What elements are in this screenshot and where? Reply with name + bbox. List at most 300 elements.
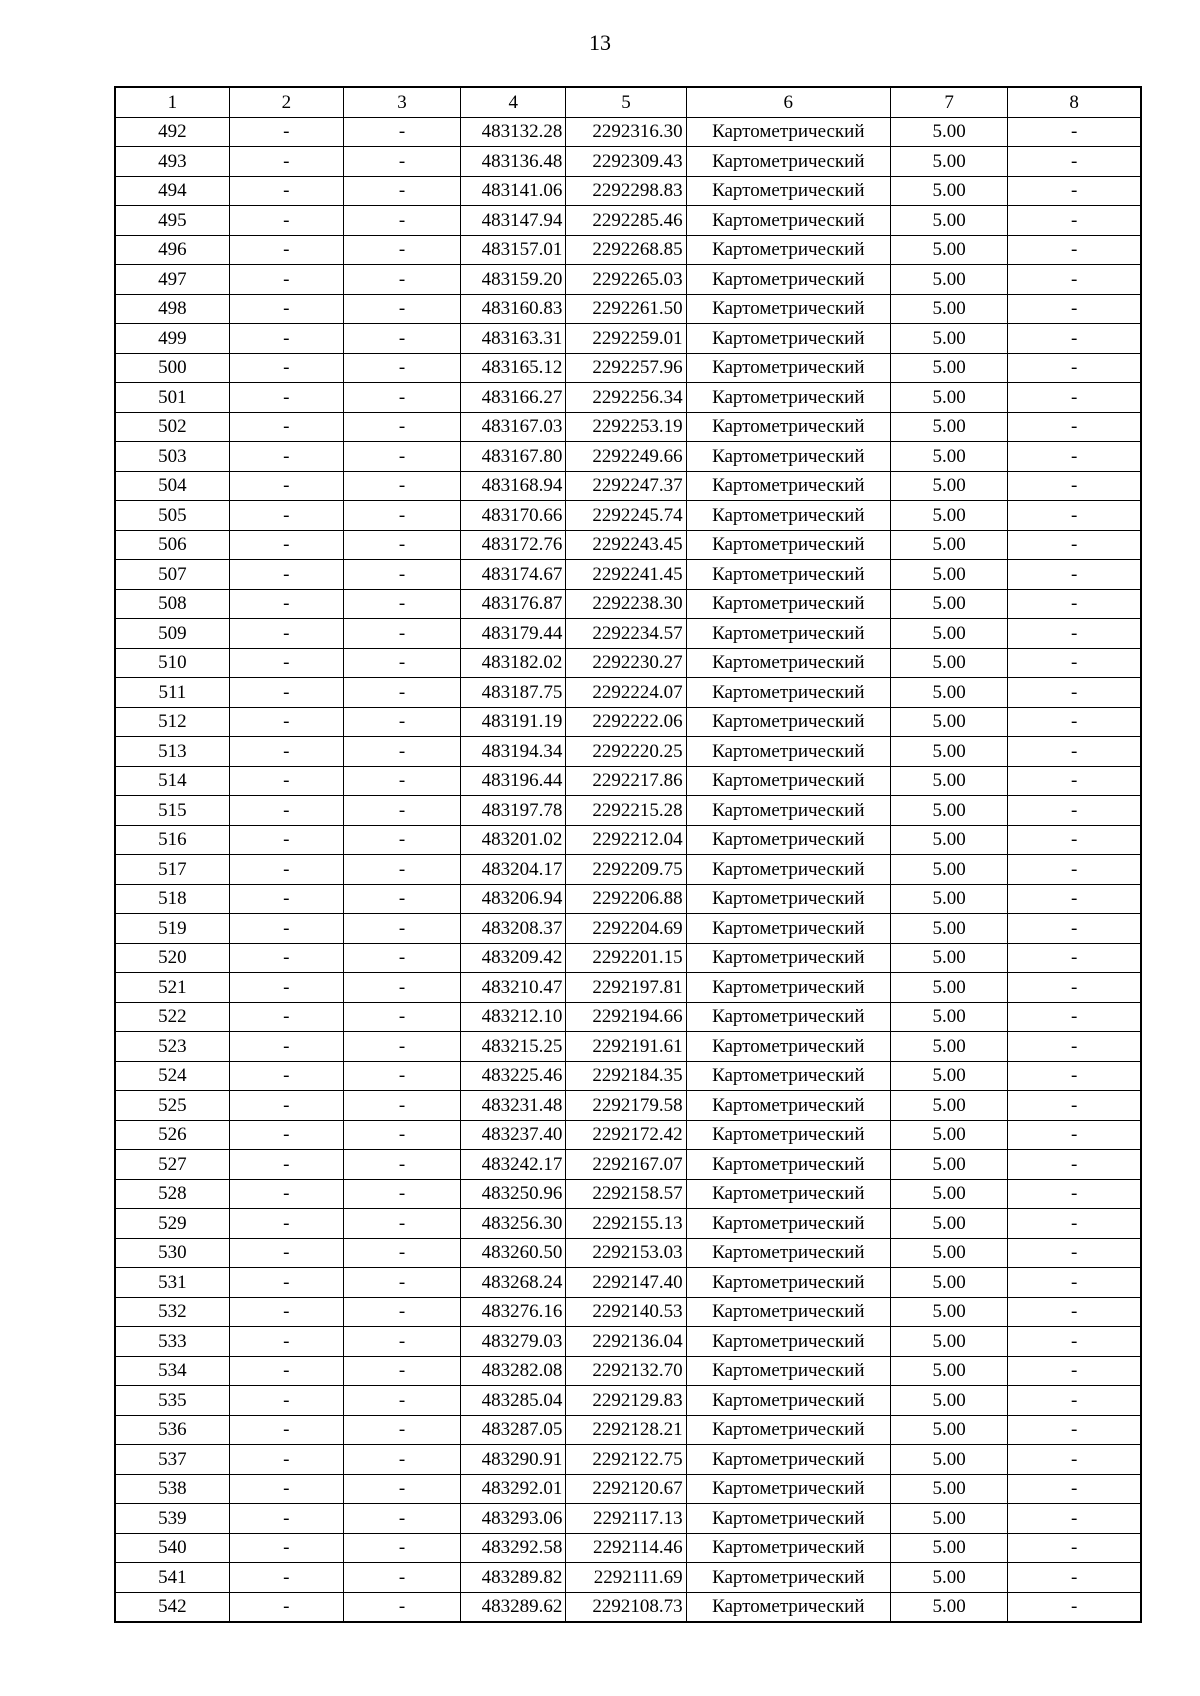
accuracy-cell: 5.00	[890, 1209, 1007, 1239]
accuracy-cell: 5.00	[890, 648, 1007, 678]
col-3-cell-cell: -	[343, 707, 460, 737]
point-number-cell: 513	[115, 737, 229, 767]
col-2-cell-cell: -	[229, 943, 343, 973]
col-3-cell-cell: -	[343, 1238, 460, 1268]
point-number-cell: 500	[115, 353, 229, 383]
y-coordinate-cell: 2292249.66	[566, 442, 686, 472]
col-3-cell-cell: -	[343, 619, 460, 649]
accuracy-cell: 5.00	[890, 1091, 1007, 1121]
col-8-cell-cell: -	[1008, 1268, 1141, 1298]
col-8-cell-cell: -	[1008, 383, 1141, 413]
y-coordinate-cell: 2292259.01	[566, 324, 686, 354]
method-cell: Картометрический	[686, 206, 890, 236]
table-row	[115, 1091, 1141, 1121]
col-8-cell-cell: -	[1008, 796, 1141, 826]
table-row	[115, 1592, 1141, 1622]
table-row	[115, 442, 1141, 472]
accuracy-cell: 5.00	[890, 1415, 1007, 1445]
col-3-cell-cell: -	[343, 1504, 460, 1534]
y-coordinate-cell: 2292136.04	[566, 1327, 686, 1357]
x-coordinate-cell: 483165.12	[461, 353, 566, 383]
column-header-4: 4	[461, 87, 566, 117]
accuracy-cell: 5.00	[890, 1356, 1007, 1386]
col-8-cell-cell: -	[1008, 1474, 1141, 1504]
accuracy-cell: 5.00	[890, 1238, 1007, 1268]
col-8-cell-cell: -	[1008, 1120, 1141, 1150]
method-cell: Картометрический	[686, 353, 890, 383]
col-8-cell-cell: -	[1008, 1238, 1141, 1268]
x-coordinate-cell: 483242.17	[461, 1150, 566, 1180]
col-8-cell-cell: -	[1008, 442, 1141, 472]
col-2-cell-cell: -	[229, 766, 343, 796]
y-coordinate-cell: 2292298.83	[566, 176, 686, 206]
col-2-cell-cell: -	[229, 1592, 343, 1622]
y-coordinate-cell: 2292197.81	[566, 973, 686, 1003]
y-coordinate-cell: 2292212.04	[566, 825, 686, 855]
table-row	[115, 914, 1141, 944]
x-coordinate-cell: 483196.44	[461, 766, 566, 796]
table-row	[115, 206, 1141, 236]
x-coordinate-cell: 483289.82	[461, 1563, 566, 1593]
col-3-cell-cell: -	[343, 737, 460, 767]
accuracy-cell: 5.00	[890, 412, 1007, 442]
col-2-cell-cell: -	[229, 1238, 343, 1268]
method-cell: Картометрический	[686, 412, 890, 442]
method-cell: Картометрический	[686, 324, 890, 354]
col-2-cell-cell: -	[229, 471, 343, 501]
point-number-cell: 520	[115, 943, 229, 973]
col-2-cell-cell: -	[229, 1474, 343, 1504]
table-row	[115, 737, 1141, 767]
table-row	[115, 265, 1141, 295]
col-2-cell-cell: -	[229, 648, 343, 678]
accuracy-cell: 5.00	[890, 1592, 1007, 1622]
col-8-cell-cell: -	[1008, 1327, 1141, 1357]
table-row	[115, 619, 1141, 649]
y-coordinate-cell: 2292243.45	[566, 530, 686, 560]
method-cell: Картометрический	[686, 471, 890, 501]
table-row	[115, 117, 1141, 147]
point-number-cell: 503	[115, 442, 229, 472]
table-row	[115, 176, 1141, 206]
accuracy-cell: 5.00	[890, 471, 1007, 501]
table-row	[115, 1032, 1141, 1062]
x-coordinate-cell: 483287.05	[461, 1415, 566, 1445]
point-number-cell: 506	[115, 530, 229, 560]
col-3-cell-cell: -	[343, 1091, 460, 1121]
y-coordinate-cell: 2292184.35	[566, 1061, 686, 1091]
table-row	[115, 707, 1141, 737]
point-number-cell: 539	[115, 1504, 229, 1534]
col-2-cell-cell: -	[229, 619, 343, 649]
table-row	[115, 412, 1141, 442]
col-8-cell-cell: -	[1008, 412, 1141, 442]
accuracy-cell: 5.00	[890, 1327, 1007, 1357]
table-row	[115, 560, 1141, 590]
accuracy-cell: 5.00	[890, 1504, 1007, 1534]
method-cell: Картометрический	[686, 235, 890, 265]
col-3-cell-cell: -	[343, 383, 460, 413]
point-number-cell: 531	[115, 1268, 229, 1298]
col-3-cell-cell: -	[343, 1297, 460, 1327]
method-cell: Картометрический	[686, 1327, 890, 1357]
accuracy-cell: 5.00	[890, 796, 1007, 826]
method-cell: Картометрический	[686, 1209, 890, 1239]
accuracy-cell: 5.00	[890, 206, 1007, 236]
y-coordinate-cell: 2292209.75	[566, 855, 686, 885]
point-number-cell: 530	[115, 1238, 229, 1268]
col-8-cell-cell: -	[1008, 589, 1141, 619]
accuracy-cell: 5.00	[890, 1297, 1007, 1327]
point-number-cell: 505	[115, 501, 229, 531]
x-coordinate-cell: 483292.01	[461, 1474, 566, 1504]
col-8-cell-cell: -	[1008, 147, 1141, 177]
col-8-cell-cell: -	[1008, 1504, 1141, 1534]
x-coordinate-cell: 483194.34	[461, 737, 566, 767]
point-number-cell: 516	[115, 825, 229, 855]
x-coordinate-cell: 483231.48	[461, 1091, 566, 1121]
x-coordinate-cell: 483147.94	[461, 206, 566, 236]
point-number-cell: 524	[115, 1061, 229, 1091]
x-coordinate-cell: 483166.27	[461, 383, 566, 413]
method-cell: Картометрический	[686, 1356, 890, 1386]
point-number-cell: 538	[115, 1474, 229, 1504]
col-2-cell-cell: -	[229, 1150, 343, 1180]
col-2-cell-cell: -	[229, 383, 343, 413]
accuracy-cell: 5.00	[890, 1268, 1007, 1298]
column-header-1: 1	[115, 87, 229, 117]
point-number-cell: 540	[115, 1533, 229, 1563]
accuracy-cell: 5.00	[890, 324, 1007, 354]
x-coordinate-cell: 483168.94	[461, 471, 566, 501]
col-8-cell-cell: -	[1008, 707, 1141, 737]
table-row	[115, 1002, 1141, 1032]
y-coordinate-cell: 2292253.19	[566, 412, 686, 442]
x-coordinate-cell: 483208.37	[461, 914, 566, 944]
col-2-cell-cell: -	[229, 855, 343, 885]
table-row	[115, 383, 1141, 413]
point-number-cell: 537	[115, 1445, 229, 1475]
col-8-cell-cell: -	[1008, 1386, 1141, 1416]
x-coordinate-cell: 483292.58	[461, 1533, 566, 1563]
x-coordinate-cell: 483170.66	[461, 501, 566, 531]
col-3-cell-cell: -	[343, 943, 460, 973]
accuracy-cell: 5.00	[890, 1445, 1007, 1475]
table-row	[115, 1563, 1141, 1593]
accuracy-cell: 5.00	[890, 501, 1007, 531]
table-row	[115, 1445, 1141, 1475]
col-3-cell-cell: -	[343, 1002, 460, 1032]
y-coordinate-cell: 2292215.28	[566, 796, 686, 826]
table-row	[115, 1150, 1141, 1180]
point-number-cell: 501	[115, 383, 229, 413]
method-cell: Картометрический	[686, 1592, 890, 1622]
col-2-cell-cell: -	[229, 206, 343, 236]
y-coordinate-cell: 2292238.30	[566, 589, 686, 619]
y-coordinate-cell: 2292285.46	[566, 206, 686, 236]
col-3-cell-cell: -	[343, 766, 460, 796]
x-coordinate-cell: 483163.31	[461, 324, 566, 354]
col-3-cell-cell: -	[343, 1120, 460, 1150]
col-2-cell-cell: -	[229, 235, 343, 265]
y-coordinate-cell: 2292241.45	[566, 560, 686, 590]
col-2-cell-cell: -	[229, 1179, 343, 1209]
col-2-cell-cell: -	[229, 707, 343, 737]
col-3-cell-cell: -	[343, 855, 460, 885]
col-8-cell-cell: -	[1008, 619, 1141, 649]
col-2-cell-cell: -	[229, 560, 343, 590]
table-row	[115, 147, 1141, 177]
table-row	[115, 1415, 1141, 1445]
table-row	[115, 294, 1141, 324]
point-number-cell: 541	[115, 1563, 229, 1593]
header-row	[115, 87, 1141, 117]
col-8-cell-cell: -	[1008, 1533, 1141, 1563]
accuracy-cell: 5.00	[890, 737, 1007, 767]
col-3-cell-cell: -	[343, 1327, 460, 1357]
table-row	[115, 973, 1141, 1003]
x-coordinate-cell: 483167.03	[461, 412, 566, 442]
x-coordinate-cell: 483201.02	[461, 825, 566, 855]
col-8-cell-cell: -	[1008, 1209, 1141, 1239]
point-number-cell: 494	[115, 176, 229, 206]
col-2-cell-cell: -	[229, 1209, 343, 1239]
column-header-6: 6	[686, 87, 890, 117]
table-row	[115, 1386, 1141, 1416]
accuracy-cell: 5.00	[890, 235, 1007, 265]
col-2-cell-cell: -	[229, 884, 343, 914]
point-number-cell: 535	[115, 1386, 229, 1416]
y-coordinate-cell: 2292122.75	[566, 1445, 686, 1475]
method-cell: Картометрический	[686, 648, 890, 678]
col-8-cell-cell: -	[1008, 678, 1141, 708]
col-3-cell-cell: -	[343, 589, 460, 619]
y-coordinate-cell: 2292261.50	[566, 294, 686, 324]
col-3-cell-cell: -	[343, 1445, 460, 1475]
y-coordinate-cell: 2292309.43	[566, 147, 686, 177]
point-number-cell: 499	[115, 324, 229, 354]
accuracy-cell: 5.00	[890, 825, 1007, 855]
col-2-cell-cell: -	[229, 1356, 343, 1386]
method-cell: Картометрический	[686, 1061, 890, 1091]
method-cell: Картометрический	[686, 943, 890, 973]
point-number-cell: 495	[115, 206, 229, 236]
col-3-cell-cell: -	[343, 825, 460, 855]
x-coordinate-cell: 483293.06	[461, 1504, 566, 1534]
method-cell: Картометрический	[686, 1268, 890, 1298]
method-cell: Картометрический	[686, 589, 890, 619]
col-3-cell-cell: -	[343, 117, 460, 147]
y-coordinate-cell: 2292140.53	[566, 1297, 686, 1327]
col-2-cell-cell: -	[229, 589, 343, 619]
point-number-cell: 532	[115, 1297, 229, 1327]
x-coordinate-cell: 483204.17	[461, 855, 566, 885]
col-8-cell-cell: -	[1008, 117, 1141, 147]
column-header-2: 2	[229, 87, 343, 117]
method-cell: Картометрический	[686, 1120, 890, 1150]
col-3-cell-cell: -	[343, 530, 460, 560]
point-number-cell: 517	[115, 855, 229, 885]
point-number-cell: 519	[115, 914, 229, 944]
accuracy-cell: 5.00	[890, 1061, 1007, 1091]
col-8-cell-cell: -	[1008, 353, 1141, 383]
x-coordinate-cell: 483268.24	[461, 1268, 566, 1298]
table-row	[115, 1474, 1141, 1504]
x-coordinate-cell: 483191.19	[461, 707, 566, 737]
col-3-cell-cell: -	[343, 324, 460, 354]
col-8-cell-cell: -	[1008, 560, 1141, 590]
col-2-cell-cell: -	[229, 176, 343, 206]
accuracy-cell: 5.00	[890, 147, 1007, 177]
accuracy-cell: 5.00	[890, 619, 1007, 649]
x-coordinate-cell: 483157.01	[461, 235, 566, 265]
table-row	[115, 766, 1141, 796]
accuracy-cell: 5.00	[890, 943, 1007, 973]
table-row	[115, 1297, 1141, 1327]
method-cell: Картометрический	[686, 1032, 890, 1062]
accuracy-cell: 5.00	[890, 1002, 1007, 1032]
y-coordinate-cell: 2292206.88	[566, 884, 686, 914]
point-number-cell: 523	[115, 1032, 229, 1062]
col-2-cell-cell: -	[229, 1327, 343, 1357]
col-2-cell-cell: -	[229, 796, 343, 826]
point-number-cell: 529	[115, 1209, 229, 1239]
col-2-cell-cell: -	[229, 294, 343, 324]
method-cell: Картометрический	[686, 1179, 890, 1209]
point-number-cell: 526	[115, 1120, 229, 1150]
y-coordinate-cell: 2292129.83	[566, 1386, 686, 1416]
point-number-cell: 507	[115, 560, 229, 590]
x-coordinate-cell: 483210.47	[461, 973, 566, 1003]
col-8-cell-cell: -	[1008, 1356, 1141, 1386]
col-3-cell-cell: -	[343, 1533, 460, 1563]
point-number-cell: 502	[115, 412, 229, 442]
table-row	[115, 1209, 1141, 1239]
col-2-cell-cell: -	[229, 1563, 343, 1593]
col-8-cell-cell: -	[1008, 1061, 1141, 1091]
point-number-cell: 534	[115, 1356, 229, 1386]
accuracy-cell: 5.00	[890, 973, 1007, 1003]
point-number-cell: 497	[115, 265, 229, 295]
col-8-cell-cell: -	[1008, 530, 1141, 560]
col-3-cell-cell: -	[343, 1356, 460, 1386]
col-8-cell-cell: -	[1008, 766, 1141, 796]
col-3-cell-cell: -	[343, 442, 460, 472]
x-coordinate-cell: 483212.10	[461, 1002, 566, 1032]
y-coordinate-cell: 2292167.07	[566, 1150, 686, 1180]
col-8-cell-cell: -	[1008, 235, 1141, 265]
col-2-cell-cell: -	[229, 324, 343, 354]
table-row	[115, 1533, 1141, 1563]
col-3-cell-cell: -	[343, 206, 460, 236]
col-2-cell-cell: -	[229, 1445, 343, 1475]
accuracy-cell: 5.00	[890, 1032, 1007, 1062]
col-8-cell-cell: -	[1008, 324, 1141, 354]
col-8-cell-cell: -	[1008, 1150, 1141, 1180]
method-cell: Картометрический	[686, 737, 890, 767]
point-number-cell: 510	[115, 648, 229, 678]
method-cell: Картометрический	[686, 825, 890, 855]
col-3-cell-cell: -	[343, 678, 460, 708]
method-cell: Картометрический	[686, 147, 890, 177]
col-8-cell-cell: -	[1008, 1002, 1141, 1032]
x-coordinate-cell: 483237.40	[461, 1120, 566, 1150]
method-cell: Картометрический	[686, 973, 890, 1003]
method-cell: Картометрический	[686, 619, 890, 649]
y-coordinate-cell: 2292245.74	[566, 501, 686, 531]
point-number-cell: 528	[115, 1179, 229, 1209]
accuracy-cell: 5.00	[890, 560, 1007, 590]
table-row	[115, 648, 1141, 678]
method-cell: Картометрический	[686, 1002, 890, 1032]
x-coordinate-cell: 483136.48	[461, 147, 566, 177]
point-number-cell: 518	[115, 884, 229, 914]
col-8-cell-cell: -	[1008, 1091, 1141, 1121]
point-number-cell: 514	[115, 766, 229, 796]
col-2-cell-cell: -	[229, 1120, 343, 1150]
table-row	[115, 1179, 1141, 1209]
col-3-cell-cell: -	[343, 1268, 460, 1298]
point-number-cell: 515	[115, 796, 229, 826]
x-coordinate-cell: 483250.96	[461, 1179, 566, 1209]
accuracy-cell: 5.00	[890, 766, 1007, 796]
col-3-cell-cell: -	[343, 294, 460, 324]
col-8-cell-cell: -	[1008, 1032, 1141, 1062]
accuracy-cell: 5.00	[890, 1563, 1007, 1593]
col-8-cell-cell: -	[1008, 943, 1141, 973]
y-coordinate-cell: 2292265.03	[566, 265, 686, 295]
col-8-cell-cell: -	[1008, 1415, 1141, 1445]
accuracy-cell: 5.00	[890, 1533, 1007, 1563]
x-coordinate-cell: 483141.06	[461, 176, 566, 206]
x-coordinate-cell: 483276.16	[461, 1297, 566, 1327]
col-3-cell-cell: -	[343, 1179, 460, 1209]
table-row	[115, 796, 1141, 826]
col-2-cell-cell: -	[229, 1268, 343, 1298]
method-cell: Картометрический	[686, 1504, 890, 1534]
y-coordinate-cell: 2292108.73	[566, 1592, 686, 1622]
accuracy-cell: 5.00	[890, 442, 1007, 472]
method-cell: Картометрический	[686, 560, 890, 590]
col-2-cell-cell: -	[229, 1386, 343, 1416]
col-2-cell-cell: -	[229, 1061, 343, 1091]
table-row	[115, 530, 1141, 560]
col-2-cell-cell: -	[229, 147, 343, 177]
accuracy-cell: 5.00	[890, 294, 1007, 324]
col-8-cell-cell: -	[1008, 884, 1141, 914]
col-2-cell-cell: -	[229, 117, 343, 147]
method-cell: Картометрический	[686, 501, 890, 531]
accuracy-cell: 5.00	[890, 855, 1007, 885]
col-2-cell-cell: -	[229, 1504, 343, 1534]
table-row	[115, 884, 1141, 914]
table-row	[115, 589, 1141, 619]
table-row	[115, 501, 1141, 531]
y-coordinate-cell: 2292128.21	[566, 1415, 686, 1445]
y-coordinate-cell: 2292120.67	[566, 1474, 686, 1504]
method-cell: Картометрический	[686, 766, 890, 796]
col-3-cell-cell: -	[343, 1150, 460, 1180]
col-8-cell-cell: -	[1008, 1592, 1141, 1622]
method-cell: Картометрический	[686, 1533, 890, 1563]
col-2-cell-cell: -	[229, 1533, 343, 1563]
table-row	[115, 1268, 1141, 1298]
method-cell: Картометрический	[686, 1297, 890, 1327]
point-number-cell: 508	[115, 589, 229, 619]
y-coordinate-cell: 2292117.13	[566, 1504, 686, 1534]
table-row	[115, 1061, 1141, 1091]
y-coordinate-cell: 2292172.42	[566, 1120, 686, 1150]
